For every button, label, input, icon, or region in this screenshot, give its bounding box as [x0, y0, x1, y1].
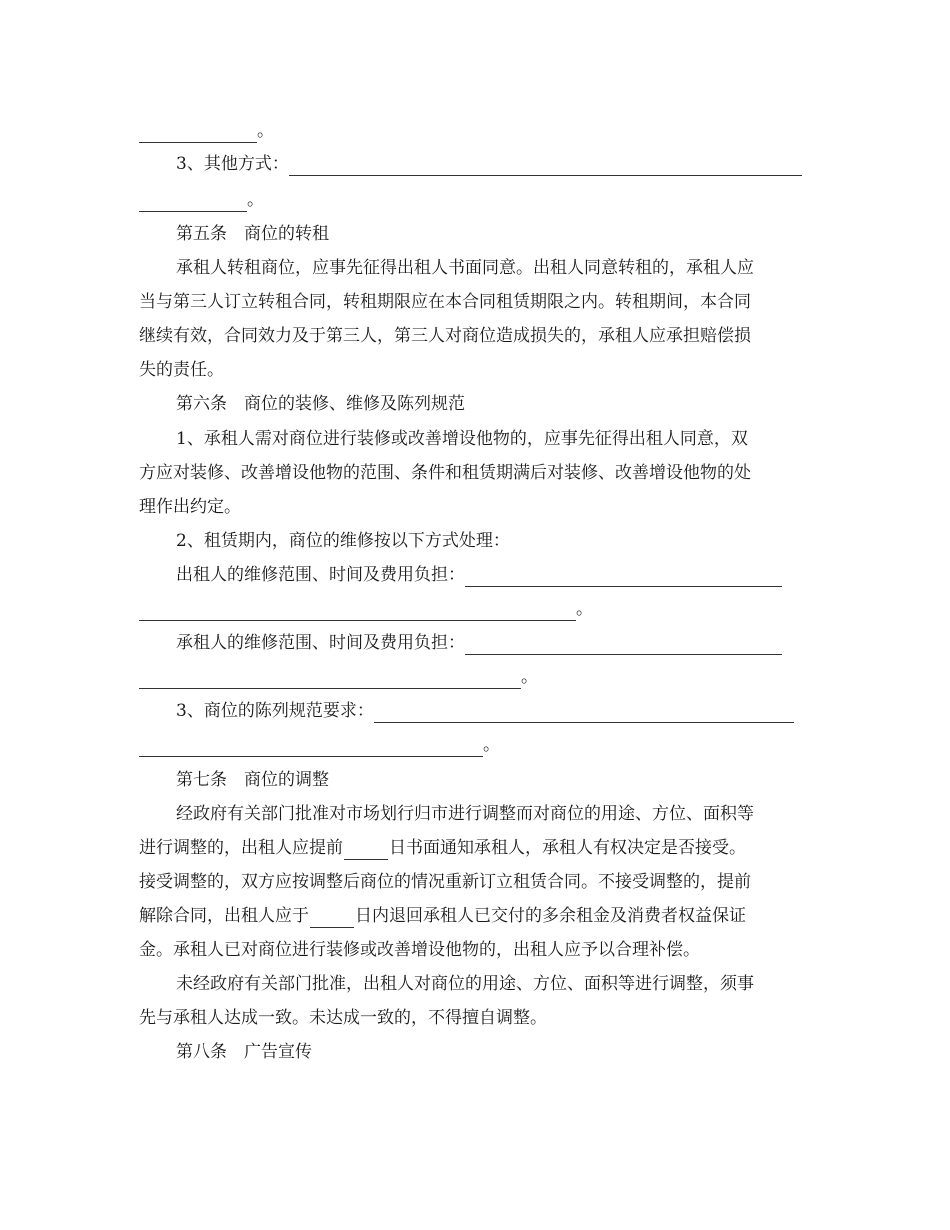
clause-label: 承租人的维修范围、时间及费用负担： [176, 633, 465, 653]
clause-other-method [176, 152, 802, 176]
clause-display-rules [176, 699, 794, 723]
paragraph-line: 方应对装修、改善增设他物的范围、条件和租赁期满后对装修、改善增设他物的处 [139, 463, 751, 483]
paragraph-line: 接受调整的，双方应按调整后商位的情况重新订立租赁合同。不接受调整的，提前 [139, 872, 751, 892]
blank-line [139, 188, 264, 212]
paragraph-text: 日内退回承租人已交付的多余租金及消费者权益保证 [355, 906, 746, 926]
clause-label: 3、其他方式： [176, 154, 289, 174]
fill-blank [139, 665, 521, 689]
blank-line [139, 665, 538, 689]
line-end-mark: 。 [521, 667, 538, 687]
fill-blank [374, 699, 794, 723]
fill-blank [139, 188, 247, 212]
fill-blank [310, 904, 354, 928]
clause-label: 出租人的维修范围、时间及费用负担： [176, 565, 465, 585]
paragraph-line: 1、承租人需对商位进行装修或改善增设他物的，应事先征得出租人同意，双 [176, 429, 748, 449]
line-end-mark: 。 [257, 121, 274, 141]
paragraph-line [139, 836, 746, 860]
blank-line [139, 733, 500, 757]
article-heading: 第八条 广告宣传 [176, 1042, 312, 1062]
paragraph-line: 先与承租人达成一致。未达成一致的，不得擅自调整。 [139, 1008, 547, 1028]
clause-lessor-repair [176, 563, 782, 587]
line-end-mark: 。 [483, 735, 500, 755]
paragraph-line: 承租人转租商位，应事先征得出租人书面同意。出租人同意转租的，承租人应 [176, 258, 754, 278]
blank-line [139, 597, 593, 621]
fill-blank [465, 563, 782, 587]
paragraph-line: 继续有效，合同效力及于第三人，第三人对商位造成损失的，承租人应承担赔偿损 [139, 326, 751, 346]
paragraph-line: 理作出约定。 [139, 497, 241, 517]
fill-blank [465, 631, 782, 655]
paragraph-line: 经政府有关部门批准对市场划行归市进行调整而对商位的用途、方位、面积等 [176, 804, 754, 824]
article-heading: 第七条 商位的调整 [176, 770, 329, 790]
article-heading: 第六条 商位的装修、维修及陈列规范 [176, 394, 465, 414]
paragraph-line: 当与第三人订立转租合同，转租期限应在本合同租赁期限之内。转租期间，本合同 [139, 292, 751, 312]
paragraph-text: 解除合同，出租人应于 [139, 906, 309, 926]
clause-label: 3、商位的陈列规范要求： [176, 701, 374, 721]
paragraph-line: 2、租赁期内，商位的维修按以下方式处理： [176, 531, 510, 551]
fill-blank [344, 836, 388, 860]
article-heading: 第五条 商位的转租 [176, 224, 329, 244]
line-end-mark: 。 [576, 599, 593, 619]
fill-blank [139, 733, 483, 757]
blank-line [139, 119, 274, 143]
paragraph-line: 失的责任。 [139, 360, 224, 380]
paragraph-line: 未经政府有关部门批准，出租人对商位的用途、方位、面积等进行调整，须事 [176, 974, 754, 994]
line-end-mark: 。 [247, 190, 264, 210]
fill-blank [139, 597, 576, 621]
paragraph-text: 进行调整的，出租人应提前 [139, 838, 343, 858]
paragraph-text: 日书面通知承租人，承租人有权决定是否接受。 [389, 838, 746, 858]
paragraph-line [139, 904, 746, 928]
fill-blank [289, 152, 802, 176]
paragraph-line: 金。承租人已对商位进行装修或改善增设他物的，出租人应予以合理补偿。 [139, 940, 700, 960]
fill-blank [139, 119, 257, 143]
clause-lessee-repair [176, 631, 782, 655]
